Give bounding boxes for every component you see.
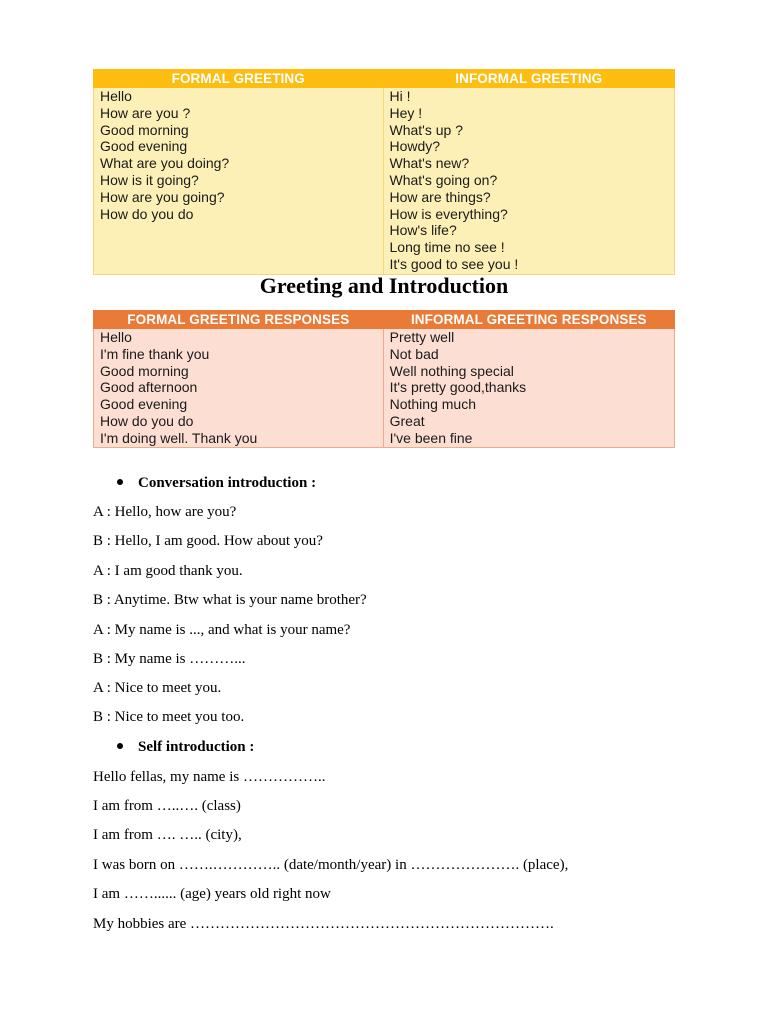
list-item: Hi !	[389, 88, 411, 104]
informal-greeting-header: INFORMAL GREETING	[383, 70, 675, 88]
dialogue-line: B : Anytime. Btw what is your name brother?	[93, 592, 367, 608]
informal-responses-list	[383, 329, 674, 448]
formal-greeting-header: FORMAL GREETING	[94, 70, 384, 88]
list-item: Hello	[100, 88, 132, 104]
responses-header-row	[94, 311, 675, 329]
list-item: How is everything?	[389, 205, 508, 222]
formal-responses-header: FORMAL GREETING RESPONSES	[94, 311, 384, 329]
formal-responses-list	[94, 329, 384, 448]
list-item: How do you do	[100, 205, 194, 222]
dialogue-line: A : Nice to meet you.	[93, 680, 222, 696]
self-intro-heading	[117, 738, 254, 756]
list-item: Good afternoon	[100, 379, 198, 396]
greetings-header-row	[94, 70, 675, 88]
list-item: What's going on?	[389, 171, 498, 188]
bullet-icon	[117, 479, 123, 485]
list-item: What's up ?	[389, 121, 463, 138]
list-item: It's pretty good,thanks	[389, 379, 527, 396]
list-item: Not bad	[389, 345, 439, 362]
self-intro-line: Hello fellas, my name is ……………..	[93, 769, 326, 785]
self-intro-line: My hobbies are ……………………………………………………………….	[93, 916, 554, 932]
conversation-heading-text: Conversation introduction :	[138, 475, 317, 491]
self-intro-heading-text: Self introduction :	[138, 739, 255, 755]
greetings-table	[93, 69, 675, 275]
greetings-body-row	[94, 88, 675, 275]
list-item: Good morning	[100, 121, 189, 138]
self-intro-line: I am from …. ….. (city),	[93, 827, 242, 843]
responses-table	[93, 310, 675, 448]
list-item: What are you doing?	[100, 155, 230, 172]
informal-responses-header: INFORMAL GREETING RESPONSES	[383, 311, 674, 329]
list-item: Well nothing special	[389, 362, 514, 379]
list-item: How's life?	[389, 222, 457, 239]
dialogue-line: B : My name is ………...	[93, 651, 246, 667]
list-item: Hello	[100, 329, 132, 345]
list-item: What's new?	[389, 155, 470, 172]
dialogue-line: A : My name is ..., and what is your name?	[93, 622, 351, 638]
list-item: How is it going?	[100, 171, 199, 188]
list-item: It's good to see you !	[389, 255, 519, 272]
list-item: Good evening	[100, 138, 188, 155]
list-item: I'm doing well. Thank you	[100, 429, 258, 446]
list-item: Howdy?	[389, 138, 441, 155]
list-item: Good evening	[100, 396, 188, 413]
self-intro-line: I was born on …….………….. (date/month/year) in …………………. (place),	[93, 857, 569, 873]
list-item: I'm fine thank you	[100, 345, 210, 362]
list-item: How are you going?	[100, 188, 225, 205]
dialogue-line: A : I am good thank you.	[93, 563, 243, 579]
list-item: How do you do	[100, 412, 194, 429]
self-intro-line: I am ……...... (age) years old right now	[93, 886, 331, 902]
list-item: Great	[389, 412, 425, 429]
list-item: Long time no see !	[389, 239, 505, 256]
list-item: Nothing much	[389, 396, 476, 413]
dialogue-line: B : Nice to meet you too.	[93, 709, 245, 725]
list-item: How are things?	[389, 188, 491, 205]
informal-greeting-list	[383, 88, 675, 275]
self-intro-line: I am from …..…. (class)	[93, 798, 241, 814]
list-item: Hey !	[389, 104, 423, 121]
list-item: I've been fine	[389, 429, 473, 446]
list-item: Good morning	[100, 362, 189, 379]
conversation-heading	[117, 474, 316, 492]
page-title: Greeting and Introduction	[259, 273, 509, 298]
list-item: How are you ?	[100, 104, 191, 121]
bullet-icon	[117, 743, 123, 749]
list-item: Pretty well	[389, 329, 455, 345]
dialogue-line: B : Hello, I am good. How about you?	[93, 533, 323, 549]
responses-body-row	[94, 329, 675, 448]
dialogue-line: A : Hello, how are you?	[93, 504, 237, 520]
formal-greeting-list	[94, 88, 384, 275]
